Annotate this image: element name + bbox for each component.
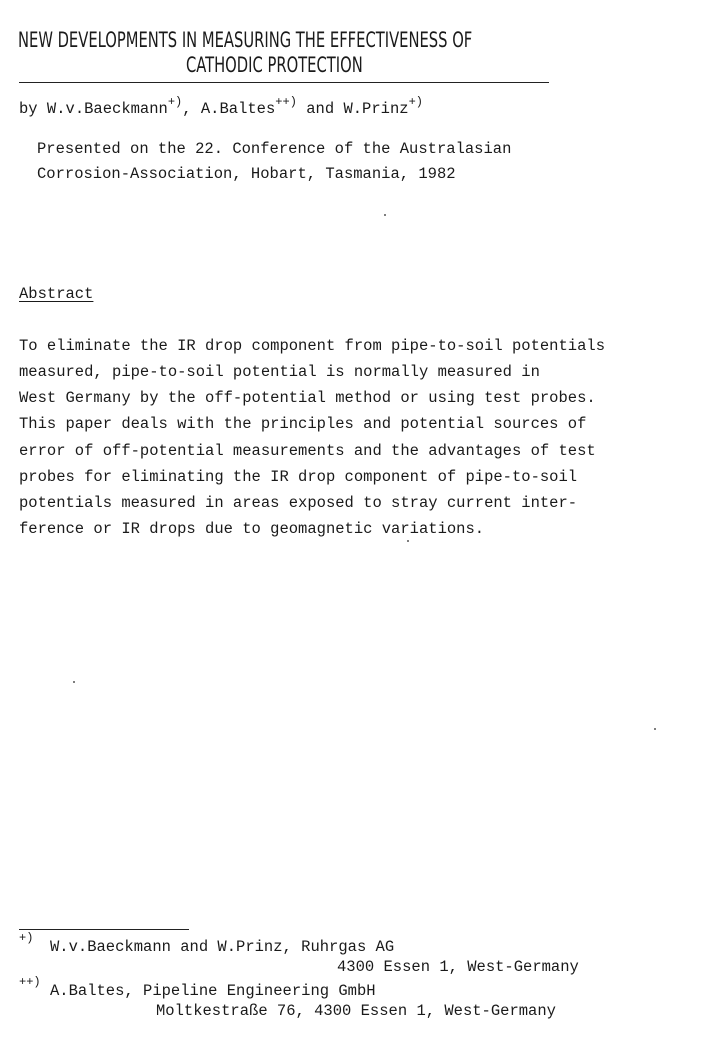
footnote-1-line-2: 4300 Essen 1, West-Germany [337, 958, 579, 976]
abstract-line-5: error of off-potential measurements and the advantages of test [19, 442, 596, 460]
author-1-mark: +) [167, 95, 183, 109]
footnote-rule [19, 929, 189, 930]
author-separator: , [182, 100, 192, 118]
author-3: W.Prinz [343, 100, 409, 118]
abstract-heading: Abstract [19, 285, 94, 303]
footnote-2-line-2: Moltkestraße 76, 4300 Essen 1, West-Germany [156, 1002, 556, 1020]
title-line-1: NEW DEVELOPMENTS IN MEASURING THE EFFECTIVENESS OF [18, 28, 473, 52]
footnote-2-line-1: A.Baltes, Pipeline Engineering GmbH [50, 982, 376, 1000]
abstract-line-4: This paper deals with the principles and potential sources of [19, 415, 587, 433]
author-2-mark: ++) [275, 95, 297, 109]
author-2: A.Baltes [200, 100, 276, 118]
scan-speck [407, 540, 409, 542]
title-line-2: CATHODIC PROTECTION [186, 53, 363, 77]
author-conjunction: and [306, 100, 335, 118]
scan-speck [73, 681, 75, 683]
abstract-line-7: potentials measured in areas exposed to stray current inter- [19, 494, 578, 512]
abstract-line-2: measured, pipe-to-soil potential is normally measured in [19, 363, 540, 381]
title-rule [19, 82, 549, 83]
presented-line-2: Corrosion-Association, Hobart, Tasmania, 1982 [37, 165, 456, 183]
presented-line-1: Presented on the 22. Conference of the Australasian [37, 140, 512, 158]
scan-speck [384, 214, 386, 216]
abstract-line-3: West Germany by the off-potential method or using test probes. [19, 389, 596, 407]
scan-speck [654, 728, 656, 730]
abstract-line-6: probes for eliminating the IR drop component of pipe-to-soil [19, 468, 578, 486]
abstract-line-8: ference or IR drops due to geomagnetic variations. [19, 520, 485, 538]
footnote-1-line-1: W.v.Baeckmann and W.Prinz, Ruhrgas AG [50, 938, 395, 956]
author-3-mark: +) [408, 95, 423, 109]
abstract-line-1: To eliminate the IR drop component from pipe-to-soil potentials [19, 337, 605, 355]
author-1: W.v.Baeckmann [46, 100, 168, 118]
author-line [19, 95, 423, 119]
footnote-2-mark: ++) [19, 975, 41, 989]
author-prefix: by [19, 100, 38, 118]
footnote-1-mark: +) [19, 931, 34, 945]
